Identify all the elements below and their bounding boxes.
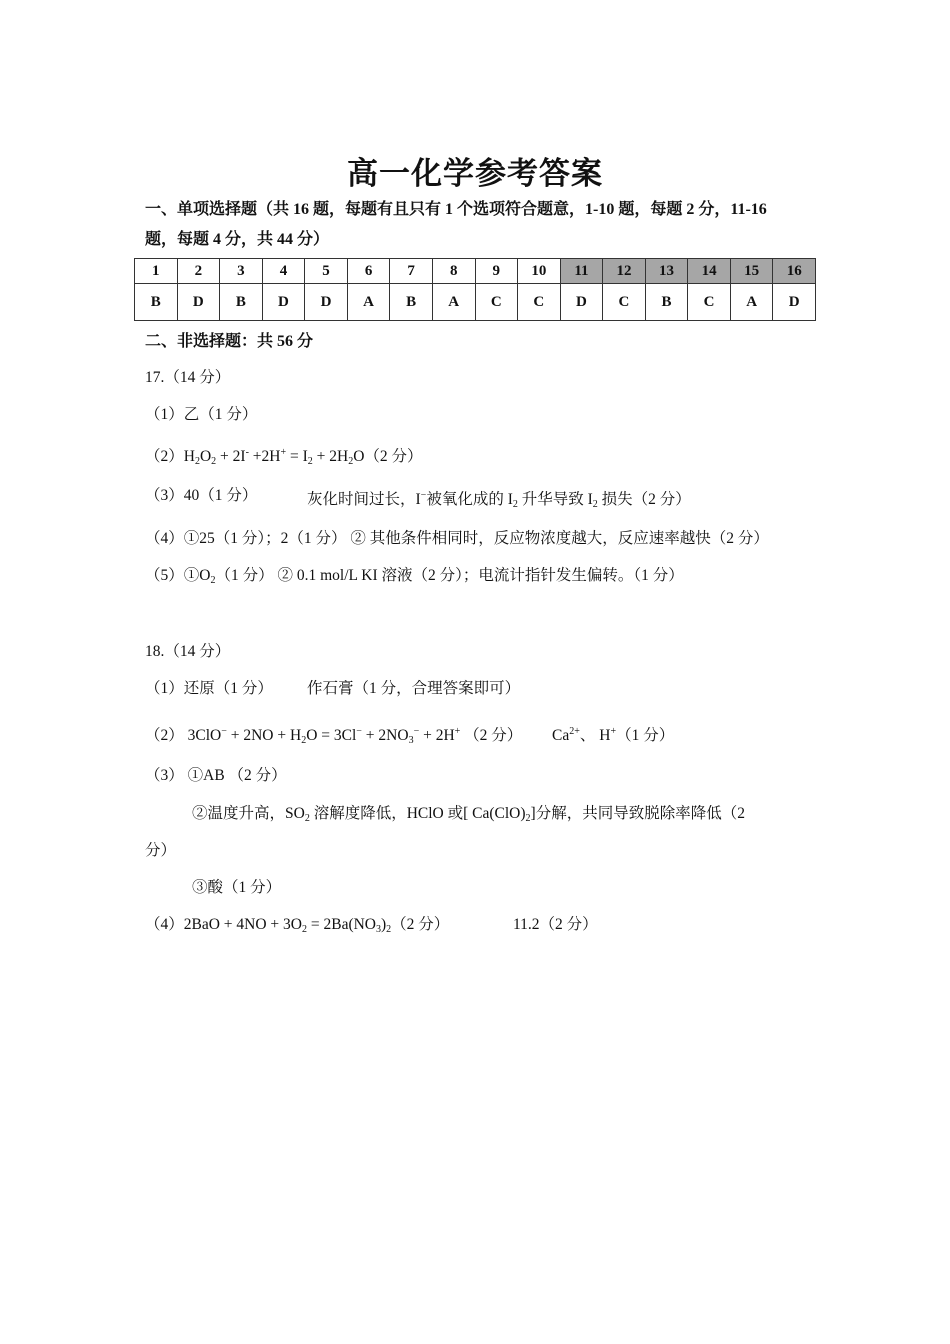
q18-part4: $(4)2BaO + 4NO + 3O_2 = 2Ba(NO_3)_2(2$ 分） (145, 916, 450, 935)
q17-part2: $(2)H_2O_2 + 2I^- +2H^+ = I_2 + 2H_2O(2$ 分） (145, 447, 423, 467)
answer-cell: C (603, 284, 646, 321)
question-number-cell: 9 (475, 259, 518, 284)
question-number-cell: 1 (135, 259, 178, 284)
question-number-cell: 16 (773, 259, 816, 284)
q17-part5: $(5)①O_2(1$ 分） ② 0.1 mol/L KI 溶液（2 分）；电流计指针发生偏转。（1 分） (145, 567, 684, 586)
question-number-cell: 12 (603, 259, 646, 284)
answer-cell: A (730, 284, 773, 321)
section2-heading: 二、非选择题：共 56 分 (145, 333, 314, 350)
question-number-cell: 6 (347, 259, 390, 284)
answer-cell: D (177, 284, 220, 321)
question-number-cell: 3 (220, 259, 263, 284)
answer-cell: C (688, 284, 731, 321)
question-number-cell: 2 (177, 259, 220, 284)
q17-part3: （3）40（1 分） (145, 487, 258, 504)
q18-header: 18.（14 分） (145, 643, 231, 660)
answer-cell: B (390, 284, 433, 321)
answer-cell: C (475, 284, 518, 321)
q17-part3-explanation: 灰化时间过长，I−被氧化成的 $I_2$ 升华导致 $I_2$ 损失（2 分） (307, 490, 691, 510)
q18-part2-equation: （2） $3ClO^- + 2NO + H_2O = 3Cl^- + 2NO_3^- + 2H^+$ （2 分） (145, 726, 523, 746)
q18-part3-b-continued: 分） (145, 842, 177, 859)
q18-part3-c: ③酸（1 分） (192, 879, 282, 896)
page-title: 高一化学参考答案 (347, 156, 603, 191)
q18-part3-b: ②温度升高，$SO_2$ 溶解度降低，HClO 或[ $Ca(ClO)_2$]分解，共同导致脱除率降低（2 (192, 805, 745, 824)
question-number-cell: 8 (432, 259, 475, 284)
answer-cell: B (135, 284, 178, 321)
q18-part4-volume: 11.2（2 分） (513, 916, 598, 933)
section1-instructions-line2: 题，每题 4 分，共 44 分） (145, 231, 330, 248)
answer-cell: D (305, 284, 348, 321)
q17-part4: （4）①25（1 分）；2（1 分） ② 其他条件相同时，反应物浓度越大，反应速率越快（2 分） (145, 530, 769, 547)
q18-part1-use: 作石膏（1 分，合理答案即可） (307, 680, 521, 697)
answer-cell: D (773, 284, 816, 321)
q17-part1: （1）乙（1 分） (145, 406, 258, 423)
question-number-cell: 14 (688, 259, 731, 284)
answer-cell: A (432, 284, 475, 321)
answer-cell: A (347, 284, 390, 321)
question-number-cell: 13 (645, 259, 688, 284)
answer-table (134, 258, 816, 321)
answer-table-number-row (135, 259, 816, 284)
answer-cell: D (560, 284, 603, 321)
answer-cell: C (518, 284, 561, 321)
q17-header: 17.（14 分） (145, 369, 231, 386)
answer-cell: B (645, 284, 688, 321)
answer-cell: B (220, 284, 263, 321)
question-number-cell: 5 (305, 259, 348, 284)
q18-part3-a: （3） ①AB （2 分） (145, 767, 287, 784)
q18-part1: （1）还原（1 分） (145, 680, 273, 697)
q18-part2-ions: $Ca^{2+}$、 H+（1 分） (552, 726, 675, 744)
answer-cell: D (262, 284, 305, 321)
question-number-cell: 15 (730, 259, 773, 284)
answer-table-answer-row (135, 284, 816, 321)
section1-instructions-line1: 一、单项选择题（共 16 题，每题有且只有 1 个选项符合题意，1-10 题，每题 2 分，11-16 (145, 201, 767, 218)
question-number-cell: 11 (560, 259, 603, 284)
question-number-cell: 10 (518, 259, 561, 284)
question-number-cell: 4 (262, 259, 305, 284)
question-number-cell: 7 (390, 259, 433, 284)
